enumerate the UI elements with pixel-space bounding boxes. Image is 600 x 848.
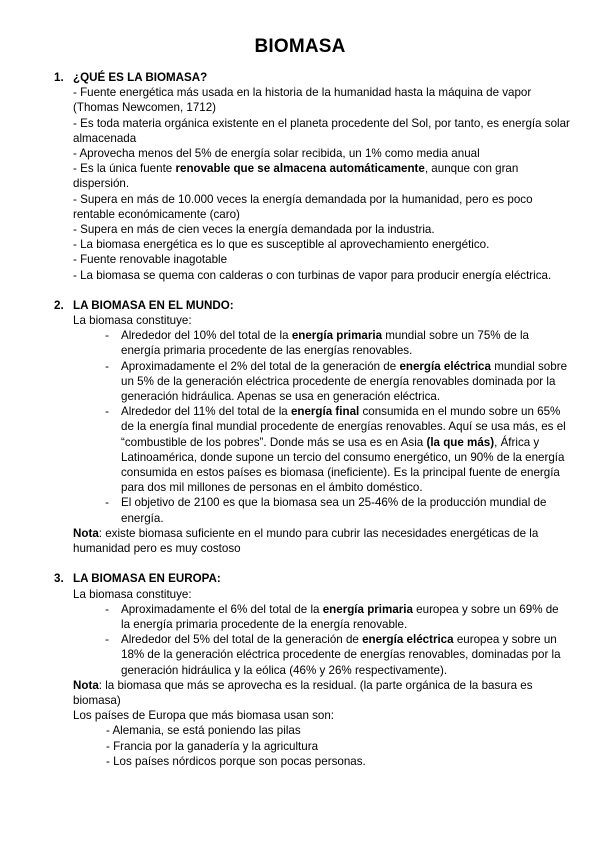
list-item: - Fuente energética más usada en la historia de la humanidad hasta la máquina de vapor (Thomas Newcomen, 1712) bbox=[73, 86, 532, 115]
section-number: 1. bbox=[54, 71, 64, 84]
dash-marker: - bbox=[105, 329, 109, 343]
section-1-heading bbox=[54, 70, 570, 85]
list-item: - Supera en más de 10.000 veces la energía demandada por la humanidad, pero es poco rentable económicamente (caro) bbox=[73, 192, 533, 221]
bold-text: energía final bbox=[290, 405, 360, 419]
bold-text: (la que más) bbox=[426, 435, 495, 449]
list-item: - Alrededor del 5% del total de la generación de energía eléctrica europea y sobre un 18% de la generación eléctrica procedente de energías renovables, dominadas por la generación hidráulica y la eólica (46% y 26% respectivamente). bbox=[54, 632, 570, 678]
page-title: BIOMASA bbox=[254, 36, 346, 57]
note: Nota: existe biomasa suficiente en el mundo para cubrir las necesidades energéticas de la humanidad pero es muy costoso bbox=[73, 526, 539, 556]
list-item: - Los países nórdicos porque son pocas personas. bbox=[106, 754, 366, 768]
section-title: ¿QUÉ ES LA BIOMASA? bbox=[73, 71, 208, 84]
list-item: - Aprovecha menos del 5% de energía solar recibida, un 1% como media anual bbox=[73, 147, 480, 161]
bold-text: energía primaria bbox=[291, 329, 383, 343]
document-body bbox=[54, 70, 570, 769]
list-item: - La biomasa energética es lo que es susceptible al aprovechamiento energético. bbox=[73, 238, 490, 252]
bold-text: energía eléctrica bbox=[362, 633, 454, 647]
section-3-heading bbox=[54, 571, 570, 586]
note-label: Nota bbox=[73, 526, 99, 540]
dash-marker: - bbox=[105, 602, 109, 616]
dash-marker: - bbox=[105, 359, 109, 373]
list-item: - Alrededor del 11% del total de la energía final consumida en el mundo sobre un 65% de la energía final mundial procedente de energías renovables. Aquí se usa más, es el “combustible de los pobres”. Donde más se usa es en Asia (la que más), África y Latinoamérica, donde supone un tercio del consumo energético, un 90% de la energía consumida en estos países es biomasa (ineficiente). Es la principal fuente de energía para dos mil millones de personas en el ámbito doméstico. bbox=[54, 404, 570, 495]
list-item: - El objetivo de 2100 es que la biomasa sea un 25-46% de la producción mundial de energía. bbox=[54, 495, 570, 525]
dash-marker: - bbox=[105, 496, 109, 510]
section-2-bullets bbox=[54, 328, 570, 526]
countries-list bbox=[54, 723, 570, 769]
note-label: Nota bbox=[73, 678, 99, 692]
section-intro: La biomasa constituye: bbox=[73, 587, 192, 601]
list-item: - La biomasa se quema con calderas o con turbinas de vapor para producir energía eléctrica. bbox=[73, 268, 552, 282]
dash-marker: - bbox=[105, 633, 109, 647]
bold-text: energía primaria bbox=[322, 602, 413, 616]
bold-text: energía eléctrica bbox=[399, 359, 491, 373]
dash-marker: - bbox=[105, 405, 109, 419]
list-item: - Aproximadamente el 6% del total de la energía primaria europea y sobre un 69% de la energía primaria procedente de la energía renovable. bbox=[54, 602, 570, 632]
list-item: - Francia por la ganadería y la agricultura bbox=[106, 739, 319, 753]
section-title: LA BIOMASA EN EL MUNDO: bbox=[73, 298, 234, 312]
section-number: 3. bbox=[54, 572, 64, 586]
list-item bbox=[73, 161, 570, 191]
section-title: LA BIOMASA EN EUROPA: bbox=[73, 572, 221, 586]
list-item: - Aproximadamente el 2% del total de la generación de energía eléctrica mundial sobre un 5% de la generación eléctrica procedente de energía renovables dominada por la generación hidráulica. Apenas se usa en generación eléctrica. bbox=[54, 359, 570, 405]
section-2-heading bbox=[54, 298, 570, 313]
bold-text: renovable que se almacena automáticamente bbox=[175, 162, 425, 176]
section-intro: La biomasa constituye: bbox=[73, 314, 192, 328]
list-item: - Fuente renovable inagotable bbox=[73, 253, 228, 267]
countries-intro: Los países de Europa que más biomasa usan son: bbox=[73, 709, 335, 723]
note: Nota: la biomasa que más se aprovecha es la residual. (la parte orgánica de la basura es biomasa) bbox=[73, 678, 533, 707]
section-3-bullets bbox=[54, 602, 570, 678]
text: - Es la única fuente bbox=[73, 162, 176, 176]
list-item: - Alemania, se está poniendo las pilas bbox=[106, 724, 301, 738]
list-item: - Alrededor del 10% del total de la energía primaria mundial sobre un 75% de la energía primaria procedente de las energías renovables. bbox=[54, 328, 570, 358]
text: , aunque con gran dispersión. bbox=[73, 162, 519, 191]
section-1-list bbox=[54, 85, 570, 283]
section-number: 2. bbox=[54, 298, 64, 312]
list-item: - Es toda materia orgánica existente en el planeta procedente del Sol, por tanto, es energía solar almacenada bbox=[73, 116, 570, 145]
list-item: - Supera en más de cien veces la energía demandada por la industria. bbox=[73, 223, 435, 237]
